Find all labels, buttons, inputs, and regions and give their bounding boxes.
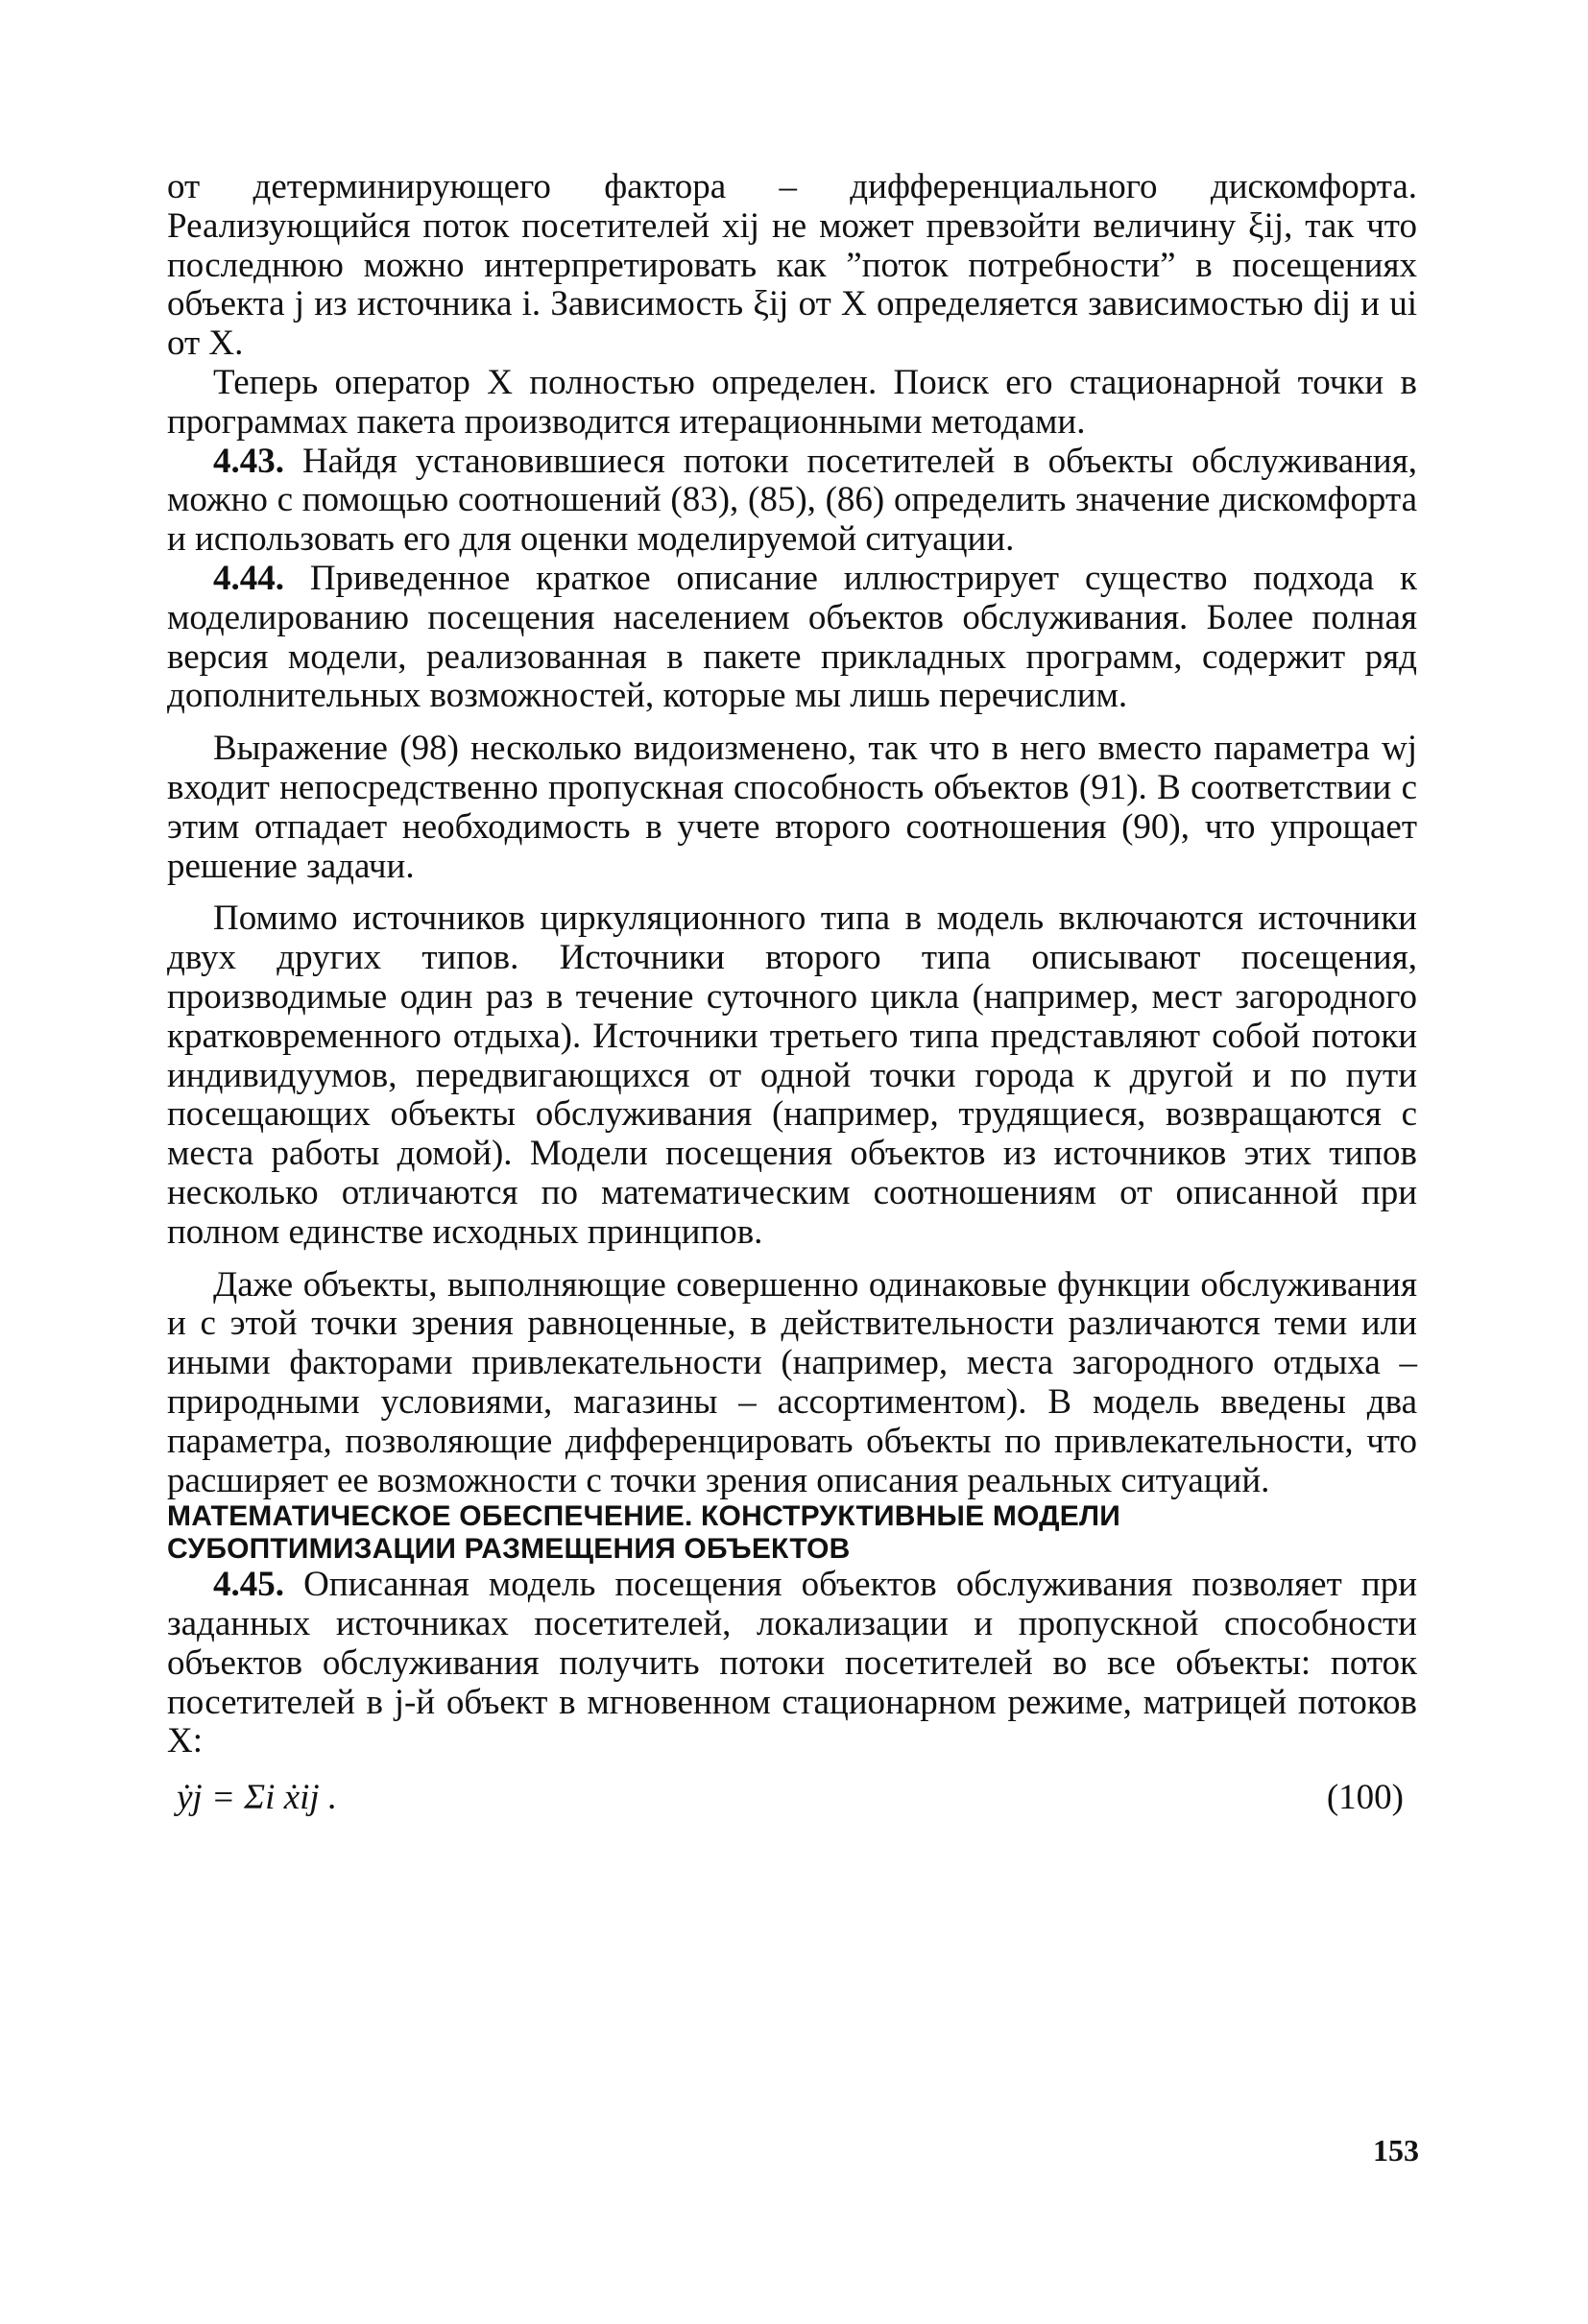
paragraph-4-45 [167, 1566, 1417, 1761]
paragraph-text: Найдя установившиеся потоки посетителей в объекты обслуживания, можно с помощью соотношений (83), (85), (86) определить значение дискомфорта и использовать его для оценки моделируемой ситуации. [167, 441, 1417, 560]
paragraph [167, 364, 1417, 443]
equation [167, 1779, 1417, 1856]
body-text [167, 168, 1417, 1856]
equation-number: (100) [1326, 1778, 1404, 1818]
paragraph-continuation [167, 168, 1417, 364]
paragraph-text: Приведенное краткое описание иллюстрирует существо подхода к моделированию посещения населением объектов обслуживания. Более полная версия модели, реализованная в пакете прикладных программ, содержит ряд дополнительных возможностей, которые мы лишь перечислим. [167, 558, 1417, 716]
paragraph-text: Описанная модель посещения объектов обслуживания позволяет при заданных источниках посетителей, локализации и пропускной способности объектов обслуживания получить потоки посетителей во все объекты: поток посетителей в j-й объект в мгновенном стационарном режиме, матрицей потоков X: [167, 1565, 1417, 1761]
paragraph-text: Выражение (98) несколько видоизменено, так что в него вместо параметра wj входит непосредственно пропускная способность объектов (91). В соответствии с этим отпадает необходимость в учете второго соотношения (90), что упрощает решение задачи. [167, 729, 1417, 886]
paragraph [167, 730, 1417, 886]
paragraph-4-43 [167, 443, 1417, 560]
paragraph-text: Даже объекты, выполняющие совершенно одинаковые функции обслуживания и с этой точки зрения равноценные, в действительности различаются теми или иными факторами привлекательности (например, места загородного отдыха – природными условиями, магазины – ассортиментом). В модель введены два параметра, позволяющие дифференцировать объекты по привлекательности, что расширяет ее возможности с точки зрения описания реальных ситуаций. [167, 1264, 1417, 1500]
section-number: 4.44. [213, 558, 284, 598]
paragraph [167, 1266, 1417, 1501]
section-heading: МАТЕМАТИЧЕСКОЕ ОБЕСПЕЧЕНИЕ. КОНСТРУКТИВНЫЕ МОДЕЛИ СУБОПТИМИЗАЦИИ РАЗМЕЩЕНИЯ ОБЪЕКТОВ [167, 1500, 1120, 1566]
paragraph [167, 899, 1417, 1252]
paragraph-text: Теперь оператор X полностью определен. Поиск его стационарной точки в программах пакета производится итерационными методами. [167, 362, 1417, 442]
page-number: 153 [1373, 2133, 1419, 2168]
equation-formula: ẏj = Σi ẋij . [177, 1778, 338, 1818]
paragraph-4-44 [167, 560, 1417, 716]
paragraph-text: Помимо источников циркуляционного типа в модель включаются источники двух других типов. Источники второго типа описывают посещения, производимые один раз в течение суточного цикла (например, мест загородного кратковременного отдыха). Источники третьего типа представляют собой потоки индивидуумов, передвигающихся от одной точки города к другой и по пути посещающих объекты обслуживания (например, трудящиеся, возвращаются с места работы домой). Модели посещения объектов из источников этих типов несколько отличаются по математическим соотношениям от описанной при полном единстве исходных принципов. [167, 898, 1417, 1252]
section-number: 4.45. [213, 1565, 284, 1605]
section-number: 4.43. [213, 441, 284, 481]
paragraph-text: от детерминирующего фактора – дифференциального дискомфорта. Реализующийся поток посетителей xij не может превзойти величину ξij, так что последнюю можно интерпретировать как ”поток потребности” в посещениях объекта j из источника i. Зависимость ξij от X определяется зависимостью dij и ui от X. [167, 167, 1417, 364]
